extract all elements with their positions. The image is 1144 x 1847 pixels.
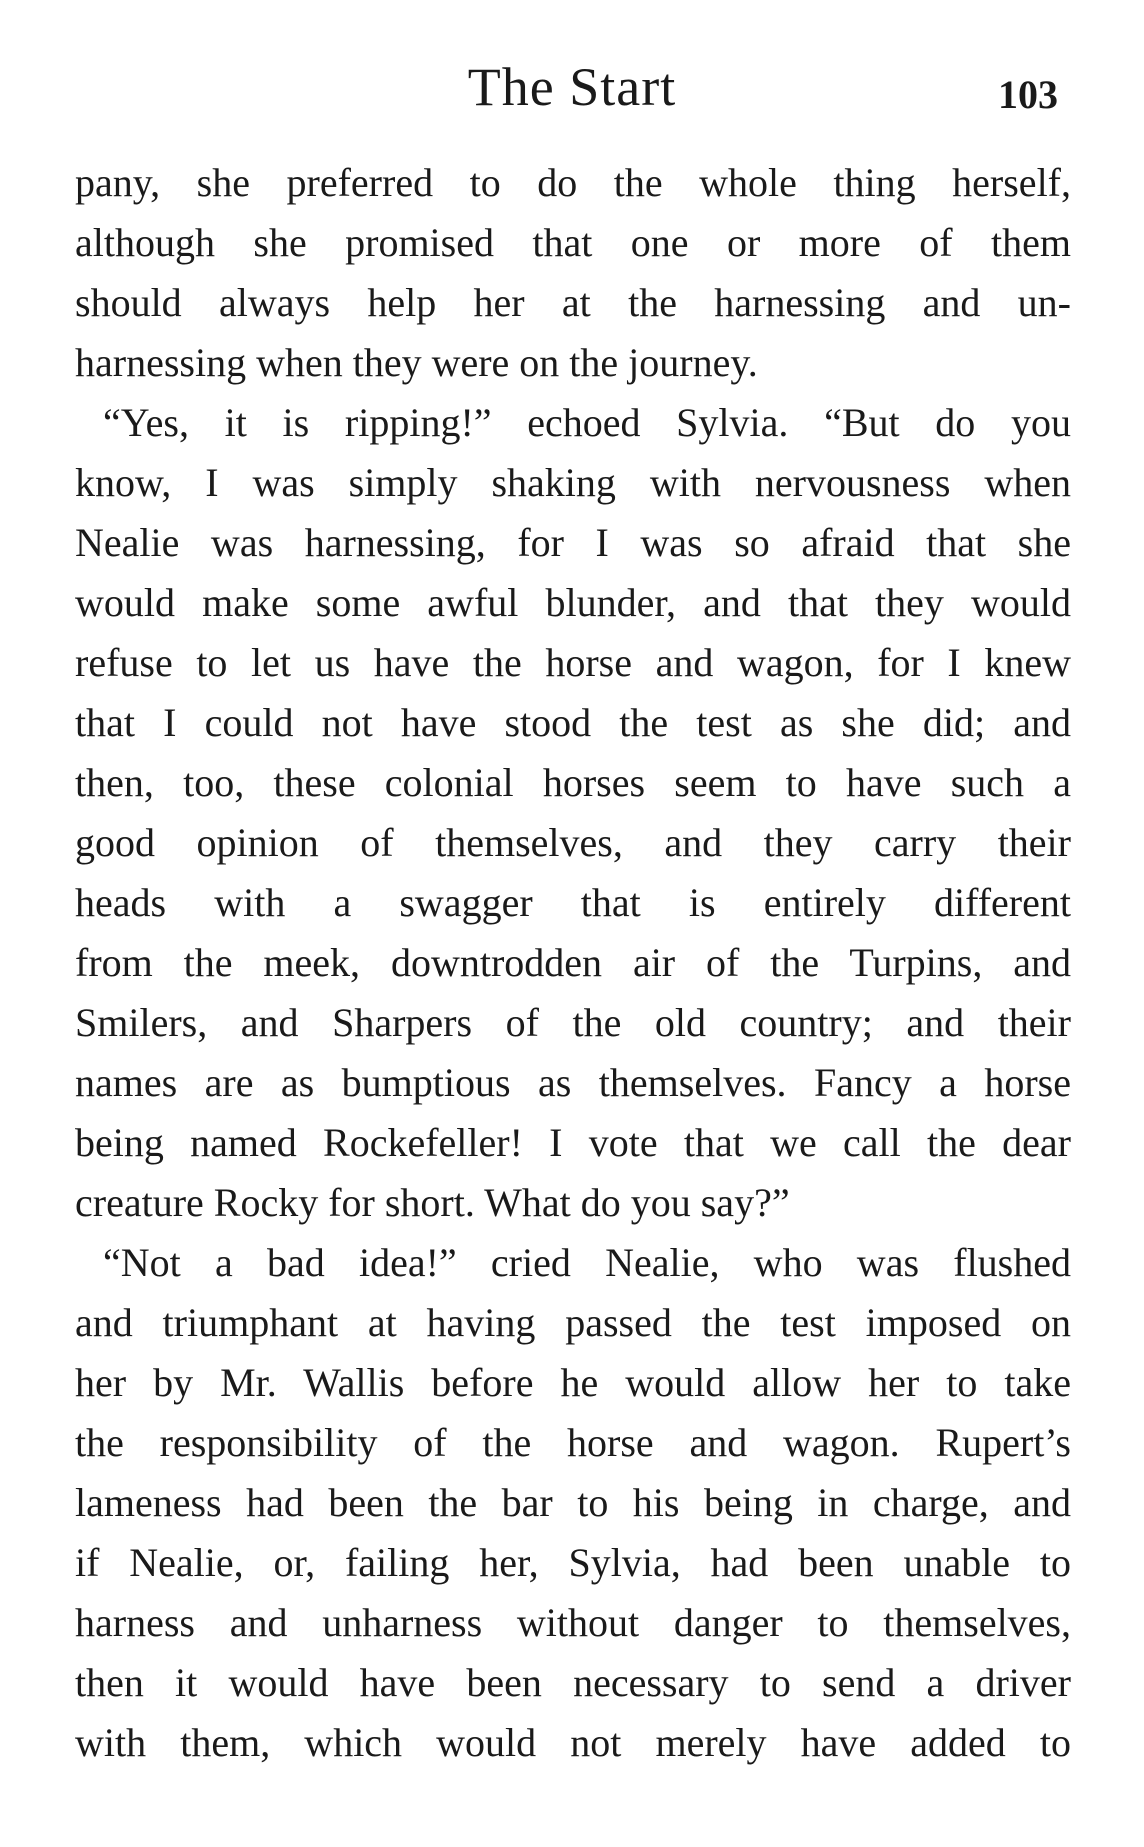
text-line: then it would have been necessary to send a driver: [75, 1660, 1071, 1705]
text-line: good opinion of themselves, and they carry their: [75, 820, 1071, 865]
text-line: would make some awful blunder, and that they would: [75, 580, 1071, 625]
text-line: then, too, these colonial horses seem to have such a: [75, 760, 1071, 805]
text-line: pany, she preferred to do the whole thing herself,: [75, 160, 1071, 205]
text-line: know, I was simply shaking with nervousness when: [75, 460, 1071, 505]
text-line: “Yes, it is ripping!” echoed Sylvia. “But do you: [103, 400, 1071, 445]
text-line: Smilers, and Sharpers of the old country; and their: [75, 1000, 1071, 1045]
text-line: harnessing when they were on the journey.: [75, 340, 758, 385]
text-line: if Nealie, or, failing her, Sylvia, had been unable to: [75, 1540, 1071, 1585]
text-line: being named Rockefeller! I vote that we call the dear: [75, 1120, 1071, 1165]
text-line: from the meek, downtrodden air of the Turpins, and: [75, 940, 1071, 985]
text-line: lameness had been the bar to his being in charge, and: [75, 1480, 1071, 1525]
running-head: [0, 52, 1144, 122]
text-line: with them, which would not merely have added to: [75, 1720, 1071, 1765]
text-line: refuse to let us have the horse and wagon, for I knew: [75, 640, 1071, 685]
text-line: that I could not have stood the test as she did; and: [75, 700, 1071, 745]
page-number: 103: [998, 72, 1058, 117]
text-line: the responsibility of the horse and wagon. Rupert’s: [75, 1420, 1071, 1465]
page-title: The Start: [467, 57, 677, 117]
text-line: should always help her at the harnessing and un-: [75, 280, 1071, 325]
body-text: [75, 153, 1071, 1773]
text-line: “Not a bad idea!” cried Nealie, who was flushed: [103, 1240, 1071, 1285]
text-line: Nealie was harnessing, for I was so afraid that she: [75, 520, 1071, 565]
text-line: her by Mr. Wallis before he would allow her to take: [75, 1360, 1071, 1405]
text-line: although she promised that one or more of them: [75, 220, 1071, 265]
text-line: harness and unharness without danger to themselves,: [75, 1600, 1071, 1645]
text-line: creature Rocky for short. What do you say?”: [75, 1180, 790, 1225]
text-line: names are as bumptious as themselves. Fancy a horse: [75, 1060, 1071, 1105]
text-line: and triumphant at having passed the test imposed on: [75, 1300, 1071, 1345]
text-line: heads with a swagger that is entirely different: [75, 880, 1071, 925]
